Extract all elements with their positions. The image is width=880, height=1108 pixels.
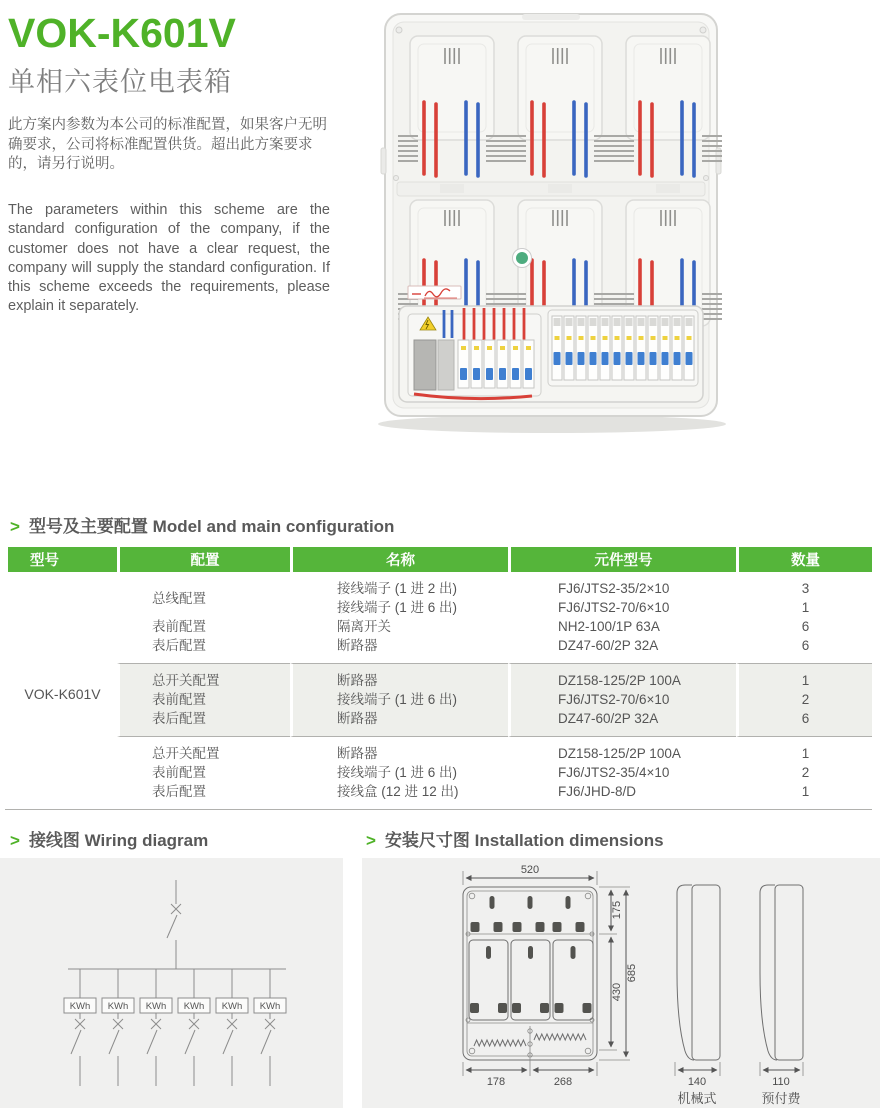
wiring-diagram-panel [0,858,343,1108]
table-row [5,663,872,690]
part-number-cell: FJ6/JTS2-35/4×10 [508,763,736,782]
quantity-cell: 6 [736,709,872,736]
config-cell: 表前配置 [117,617,290,636]
wiring-branch [254,969,286,1086]
kwh-meter-label: KWh [183,1001,205,1012]
part-number-cell: NH2-100/1P 63A [508,617,736,636]
part-number-cell: DZ158-125/2P 100A [508,663,736,690]
name-cell: 隔离开关 [290,617,508,636]
part-number-cell: DZ47-60/2P 32A [508,636,736,663]
dim-front-width: 520 [520,864,540,876]
dim-side1-depth: 140 [687,1076,707,1088]
quantity-cell: 6 [736,617,872,636]
wiring-branch [178,969,210,1086]
intro-paragraph-en: The parameters within this scheme are the standard configuration of the company, if the customer does not have a clear request, the company will supply the standard configuration. If this scheme exceeds the requirements, please explain it separately. [8,202,330,315]
quantity-cell: 2 [736,763,872,782]
name-cell: 断路器 [290,663,508,690]
kwh-meter-label: KWh [145,1001,167,1012]
quantity-cell: 1 [736,598,872,617]
section-wiring-header [10,826,208,851]
side-view-mechanical [675,885,720,1106]
part-number-cell: FJ6/JHD-8/D [508,782,736,809]
dim-bottom-right: 268 [553,1076,573,1088]
section-arrow-icon: > [10,517,20,536]
quantity-cell: 3 [736,572,872,598]
quantity-cell: 1 [736,663,872,690]
section-arrow-icon: > [366,831,376,850]
name-cell: 接线端子 (1 进 2 出) [290,572,508,598]
main-switch-symbol [167,880,181,969]
kwh-meter-label: KWh [107,1001,129,1012]
config-cell: 表后配置 [117,709,290,736]
column-header-3: 元件型号 [508,547,736,572]
table-row [5,636,872,663]
breaker-compartment [399,306,703,402]
column-header-4: 数量 [736,547,872,572]
config-cell: 表前配置 [117,763,290,782]
photo-shadow [378,415,726,433]
intro-paragraph-zh: 此方案内参数为本公司的标准配置，如果客户无明确要求，公司将标准配置供货。超出此方案要求的，请另行说明。 [8,117,327,172]
dim-side2-depth: 110 [772,1076,790,1088]
wiring-branch [102,969,134,1086]
wiring-branch [64,969,96,1086]
wiring-branch [216,969,248,1086]
table-row [5,763,872,782]
header-block [8,12,348,99]
table-row [5,782,872,809]
config-table [5,547,875,810]
config-cell: 总线配置 [117,572,290,617]
quantity-cell: 1 [736,736,872,763]
column-header-0: 型号 [5,547,117,572]
side1-label: 机械式 [677,1091,717,1106]
side-view-prepaid [760,885,803,1106]
kwh-meter-label: KWh [69,1001,91,1012]
config-cell: 表前配置 [117,690,290,709]
name-cell: 断路器 [290,736,508,763]
dim-top-section: 175 [611,900,623,920]
section-wiring-title: 接线图 Wiring diagram [28,831,209,850]
wiring-branch [140,969,172,1086]
name-cell: 接线端子 (1 进 6 出) [290,763,508,782]
part-number-cell: FJ6/JTS2-70/6×10 [508,690,736,709]
section-arrow-icon: > [10,831,20,850]
quantity-cell: 1 [736,782,872,809]
config-cell: 表后配置 [117,782,290,809]
section-dimensions-title: 安装尺寸图 Installation dimensions [384,831,664,850]
column-header-2: 名称 [290,547,508,572]
table-row [5,709,872,736]
product-photo [372,8,730,440]
table-row [5,617,872,636]
model-cell: VOK-K601V [5,572,117,809]
table-row [5,736,872,763]
part-number-cell: FJ6/JTS2-35/2×10 [508,572,736,598]
page-subtitle: 单相六表位电表箱 [8,67,232,98]
inspection-label [408,286,461,299]
config-cell: 表后配置 [117,636,290,663]
section-dimensions-header [366,826,664,851]
kwh-meter-label: KWh [221,1001,243,1012]
name-cell: 接线盒 (12 进 12 出) [290,782,508,809]
side2-label: 预付费 [761,1091,801,1106]
kwh-meter-label: KWh [259,1001,281,1012]
part-number-cell: DZ47-60/2P 32A [508,709,736,736]
column-header-1: 配置 [117,547,290,572]
table-row [5,690,872,709]
dim-total-height: 685 [626,963,638,983]
name-cell: 接线端子 (1 进 6 出) [290,690,508,709]
config-cell: 总开关配置 [117,663,290,690]
name-cell: 断路器 [290,636,508,663]
section-config-header [10,512,394,537]
front-view [463,887,597,1060]
dimensions-drawing [362,858,880,1108]
name-cell: 断路器 [290,709,508,736]
section-config-title: 型号及主要配置 Model and main configuration [28,517,395,536]
quantity-cell: 6 [736,636,872,663]
name-cell: 接线端子 (1 进 6 出) [290,598,508,617]
meter-box-illustration [372,8,730,440]
dim-bottom-left: 178 [486,1076,506,1088]
quantity-cell: 2 [736,690,872,709]
page-title: VOK-K601V [8,10,236,56]
wiring-diagram [0,858,343,1108]
dim-middle-section: 430 [611,982,623,1002]
part-number-cell: DZ158-125/2P 100A [508,736,736,763]
part-number-cell: FJ6/JTS2-70/6×10 [508,598,736,617]
table-header-row [5,547,872,572]
table-row [5,572,872,598]
installation-dimensions-panel [362,858,880,1108]
config-cell: 总开关配置 [117,736,290,763]
